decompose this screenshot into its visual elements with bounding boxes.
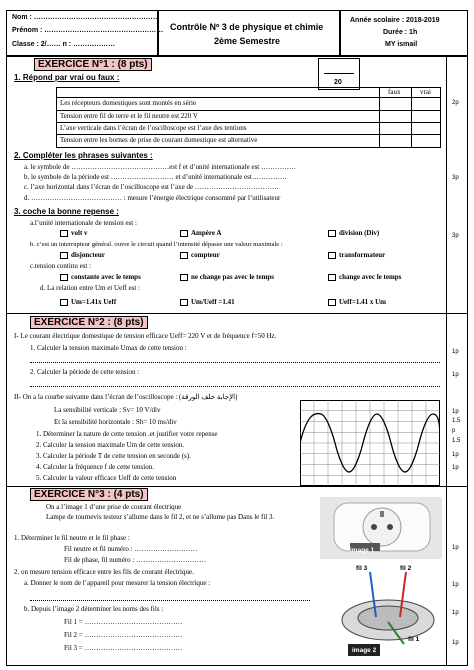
wires-image [330, 562, 442, 662]
marks-column-divider [446, 56, 447, 666]
ex3-q1b: Fil de phase, fil numéro : ………………………… [64, 556, 207, 564]
header-title-box [158, 10, 340, 56]
checkbox[interactable] [328, 274, 336, 281]
ex3-q2a: a. Donner le nom de l’appareil pour mesurer la tension électrique : [24, 579, 211, 587]
mark-ex2-ii-c: p [452, 428, 456, 434]
ex3-q2: 2. on mesure tension efficace entre les fils de courant électrique. [14, 568, 194, 576]
option-label: division (Div) [339, 229, 380, 237]
checkbox[interactable] [328, 299, 336, 306]
teacher-name: MY ismail [385, 41, 418, 48]
option-label: disjoncteur [71, 251, 105, 259]
option-label: change avec le temps [339, 273, 402, 281]
fill-b: b. le symbole de la période est ……………………… et d’unité internationale est…………… [24, 173, 287, 181]
ex1-q2: 2. Compléter les phrases suivantes : [14, 151, 153, 160]
q3b-option-1[interactable] [60, 251, 105, 260]
tf-row-2: Tension entre fil de terre et le fil neutre est 220 V [60, 112, 198, 120]
score-total: 20 [334, 79, 342, 86]
ex3-fil-1: Fil 1 = …………………………………… [64, 618, 183, 626]
school-year: Année scolaire : 2018-2019 [350, 17, 440, 24]
q3c-option-2[interactable] [180, 273, 274, 282]
q3d-text: d. La relation entre Um et Ueff est : [40, 284, 140, 292]
exam-title: Contrôle Nº 3 de physique et chimie [170, 22, 324, 32]
mark-ex2-ii-e: 1p [452, 452, 459, 458]
tf-row-line [56, 97, 441, 98]
answer-line [30, 362, 440, 363]
ex2-title: EXERCICE N°2 : (8 pts) [30, 316, 148, 329]
ex3-q2b: b. Depuis l’image 2 déterminer les noms des fils : [24, 605, 164, 613]
q3d-option-1[interactable] [60, 298, 116, 307]
ex1-title: EXERCICE N°1 : (8 pts) [34, 58, 152, 71]
checkbox[interactable] [180, 299, 188, 306]
mark-ex2-ii-d: 1.5 [452, 438, 461, 444]
socket-image [320, 497, 442, 559]
image2-label: image 2 [352, 647, 377, 654]
mark-ex1-q1: 2p [452, 100, 459, 106]
checkbox[interactable] [328, 230, 336, 237]
tf-row-line [56, 134, 441, 135]
tf-row-1: Les récepteurs domestiques sont montés en série [60, 99, 197, 107]
ex1-q3: 3. coche la bonne repense : [14, 207, 119, 216]
q3b-option-2[interactable] [180, 251, 220, 260]
ex2-ii-4: 4. Calculer la fréquence f de cette tension. [36, 463, 154, 471]
image1-label: image 1 [350, 547, 375, 554]
q3d-option-3[interactable] [328, 298, 386, 307]
student-class-line: Classe : 2/…… n : ……………… [12, 41, 116, 48]
checkbox[interactable] [60, 299, 68, 306]
tf-header-vrai: vrai [420, 88, 431, 96]
checkbox[interactable] [60, 252, 68, 259]
student-name-line: Nom : ……………………………………………… [12, 14, 160, 21]
ex1-q1 [14, 73, 119, 82]
mark-ex2-i2: 1p [452, 372, 459, 378]
option-label: constante avec le temps [71, 273, 141, 281]
sensitivity-horizontal: Et la sensibilité horizontale : Sh= 10 ms/div [54, 418, 177, 426]
checkbox[interactable] [328, 252, 336, 259]
mark-ex2-i1: 1p [452, 349, 459, 355]
fill-d: d. ………………………………… : mesure l’énergie électrique consommé par l’utilisateur [24, 194, 281, 202]
q3c-text: c.tension continu est : [30, 262, 92, 270]
q3a-option-1[interactable] [60, 229, 88, 238]
ex2-ii-head: II- On a la courbe suivante dans l’écran de l’oscilloscope : (الإجابة خلف الورقة) [14, 393, 238, 401]
ex3-bullet-2: Lampe de tournevis testeur s’allume dans le fil 2, et ne s’allume pas Dans le fil 3. [46, 513, 275, 521]
ex2-ii-5: 5. Calculer la valeur efficace Ueff de cette tension [36, 474, 177, 482]
mark-ex2-ii-a: 1p [452, 409, 459, 415]
mark-ex1-q3: 3p [452, 233, 459, 239]
ex3-bullet-1: On a l’image 1 d’une prise de courant électrique [46, 503, 182, 511]
q3d-option-2[interactable] [180, 298, 235, 307]
exam-semester: 2ème Semestre [214, 36, 281, 46]
q3b-option-3[interactable] [328, 251, 385, 260]
student-firstname-line: Prénom : …………………………………………… [12, 27, 164, 34]
ex3-title: EXERCICE N°3 : (4 pts) [30, 488, 148, 501]
q3a-option-2[interactable] [180, 229, 221, 238]
option-label: volt v [71, 229, 88, 237]
option-label: Um/Ueff =1.41 [191, 298, 235, 306]
option-label: transformateur [339, 251, 386, 259]
ex3-q1a: Fil neutre et fil numéro : ……………………… [64, 545, 198, 553]
ex2-i2: 2. Calculer la période de cette tension : [30, 368, 140, 376]
checkbox[interactable] [180, 274, 188, 281]
mark-ex3-q1a: 1p [452, 545, 459, 551]
image2-fil1: fil 1 [408, 636, 420, 643]
ex2-ii-1: 1. Déterminer la nature de cette tension .et justifier votre repense [36, 430, 218, 438]
tf-row-line [56, 110, 441, 111]
mark-ex2-ii-f: 1p [452, 465, 459, 471]
ex2-i1: 1. Calculer la tension maximale Umax de cette tension : [30, 344, 187, 352]
fill-c: c. l’axe horizontal dans l’écran de l’oscilloscope est l’axe de ……………………………… [24, 183, 279, 191]
answer-line [30, 600, 310, 601]
fill-a: a. le symbole de ……………………………………est f et d’unité internationale est …………… [24, 163, 296, 171]
ex1-q1-text: 1. Répond par vrai ou faux : [14, 73, 120, 82]
ex2-ii-2: 2. Calculer la tension maximale Um de cette tension. [36, 441, 185, 449]
tf-header-faux: faux [388, 88, 401, 96]
ex3-fil-3: Fil 3 = …………………………………… [64, 644, 183, 652]
option-label: Ueff=1.41 x Um [339, 298, 386, 306]
checkbox[interactable] [60, 230, 68, 237]
mark-ex3-q1b: 1p [452, 582, 459, 588]
q3c-option-1[interactable] [60, 273, 141, 282]
ex2-ii-3: 3. Calculer la période T de cette tension en seconde (s). [36, 452, 191, 460]
image2-fil3: fil 3 [356, 565, 368, 572]
tf-row-4: Tension entre les bornes de prise de courant domestique est alternative [60, 136, 258, 144]
image2-fil2: fil 2 [400, 565, 412, 572]
ex1-bottom-line [6, 313, 468, 314]
q3c-option-3[interactable] [328, 273, 401, 282]
tf-row-line [56, 122, 441, 123]
option-label: ne change pas avec le temps [191, 273, 275, 281]
mark-ex3-q2a: 1p [452, 610, 459, 616]
sensitivity-vertical: La sensibilité verticale : Sv= 10 V/div [54, 406, 161, 414]
ex3-fil-2: Fil 2 = …………………………………… [64, 631, 183, 639]
checkbox[interactable] [60, 274, 68, 281]
mark-ex1-q2: 3p [452, 175, 459, 181]
checkbox[interactable] [180, 230, 188, 237]
option-label: compteur [191, 251, 220, 259]
tf-row-3: L’axe verticale dans l’écran de l’oscilloscope est l’axe des tentions [60, 124, 247, 132]
mark-ex3-q2b: 1p [452, 640, 459, 646]
ex2-bottom-line [6, 486, 468, 487]
q3a-text: a.l’unité internationale de tension est : [30, 219, 137, 227]
ex3-q1: 1. Déterminer le fil neutre et le fil phase : [14, 534, 130, 542]
answer-line [30, 386, 440, 387]
q3b-text: b. c’est un interrupteur général. ouvre le circuit quand l’intensité dépasse une valeur maximale : [30, 241, 283, 248]
option-label: Um=1.41x Ueff [71, 298, 117, 306]
mark-ex2-ii-b: 1.5 [452, 418, 461, 424]
exam-duration: Durée : 1h [383, 29, 418, 36]
q3a-option-3[interactable] [328, 229, 379, 238]
option-label: Ampère A [191, 229, 222, 237]
oscilloscope-screen [300, 400, 440, 486]
checkbox[interactable] [180, 252, 188, 259]
ex2-intro: I- Le courant électrique domestique de tension efficace Ueff= 220 V et de fréquence f=50 Hz. [14, 332, 277, 340]
